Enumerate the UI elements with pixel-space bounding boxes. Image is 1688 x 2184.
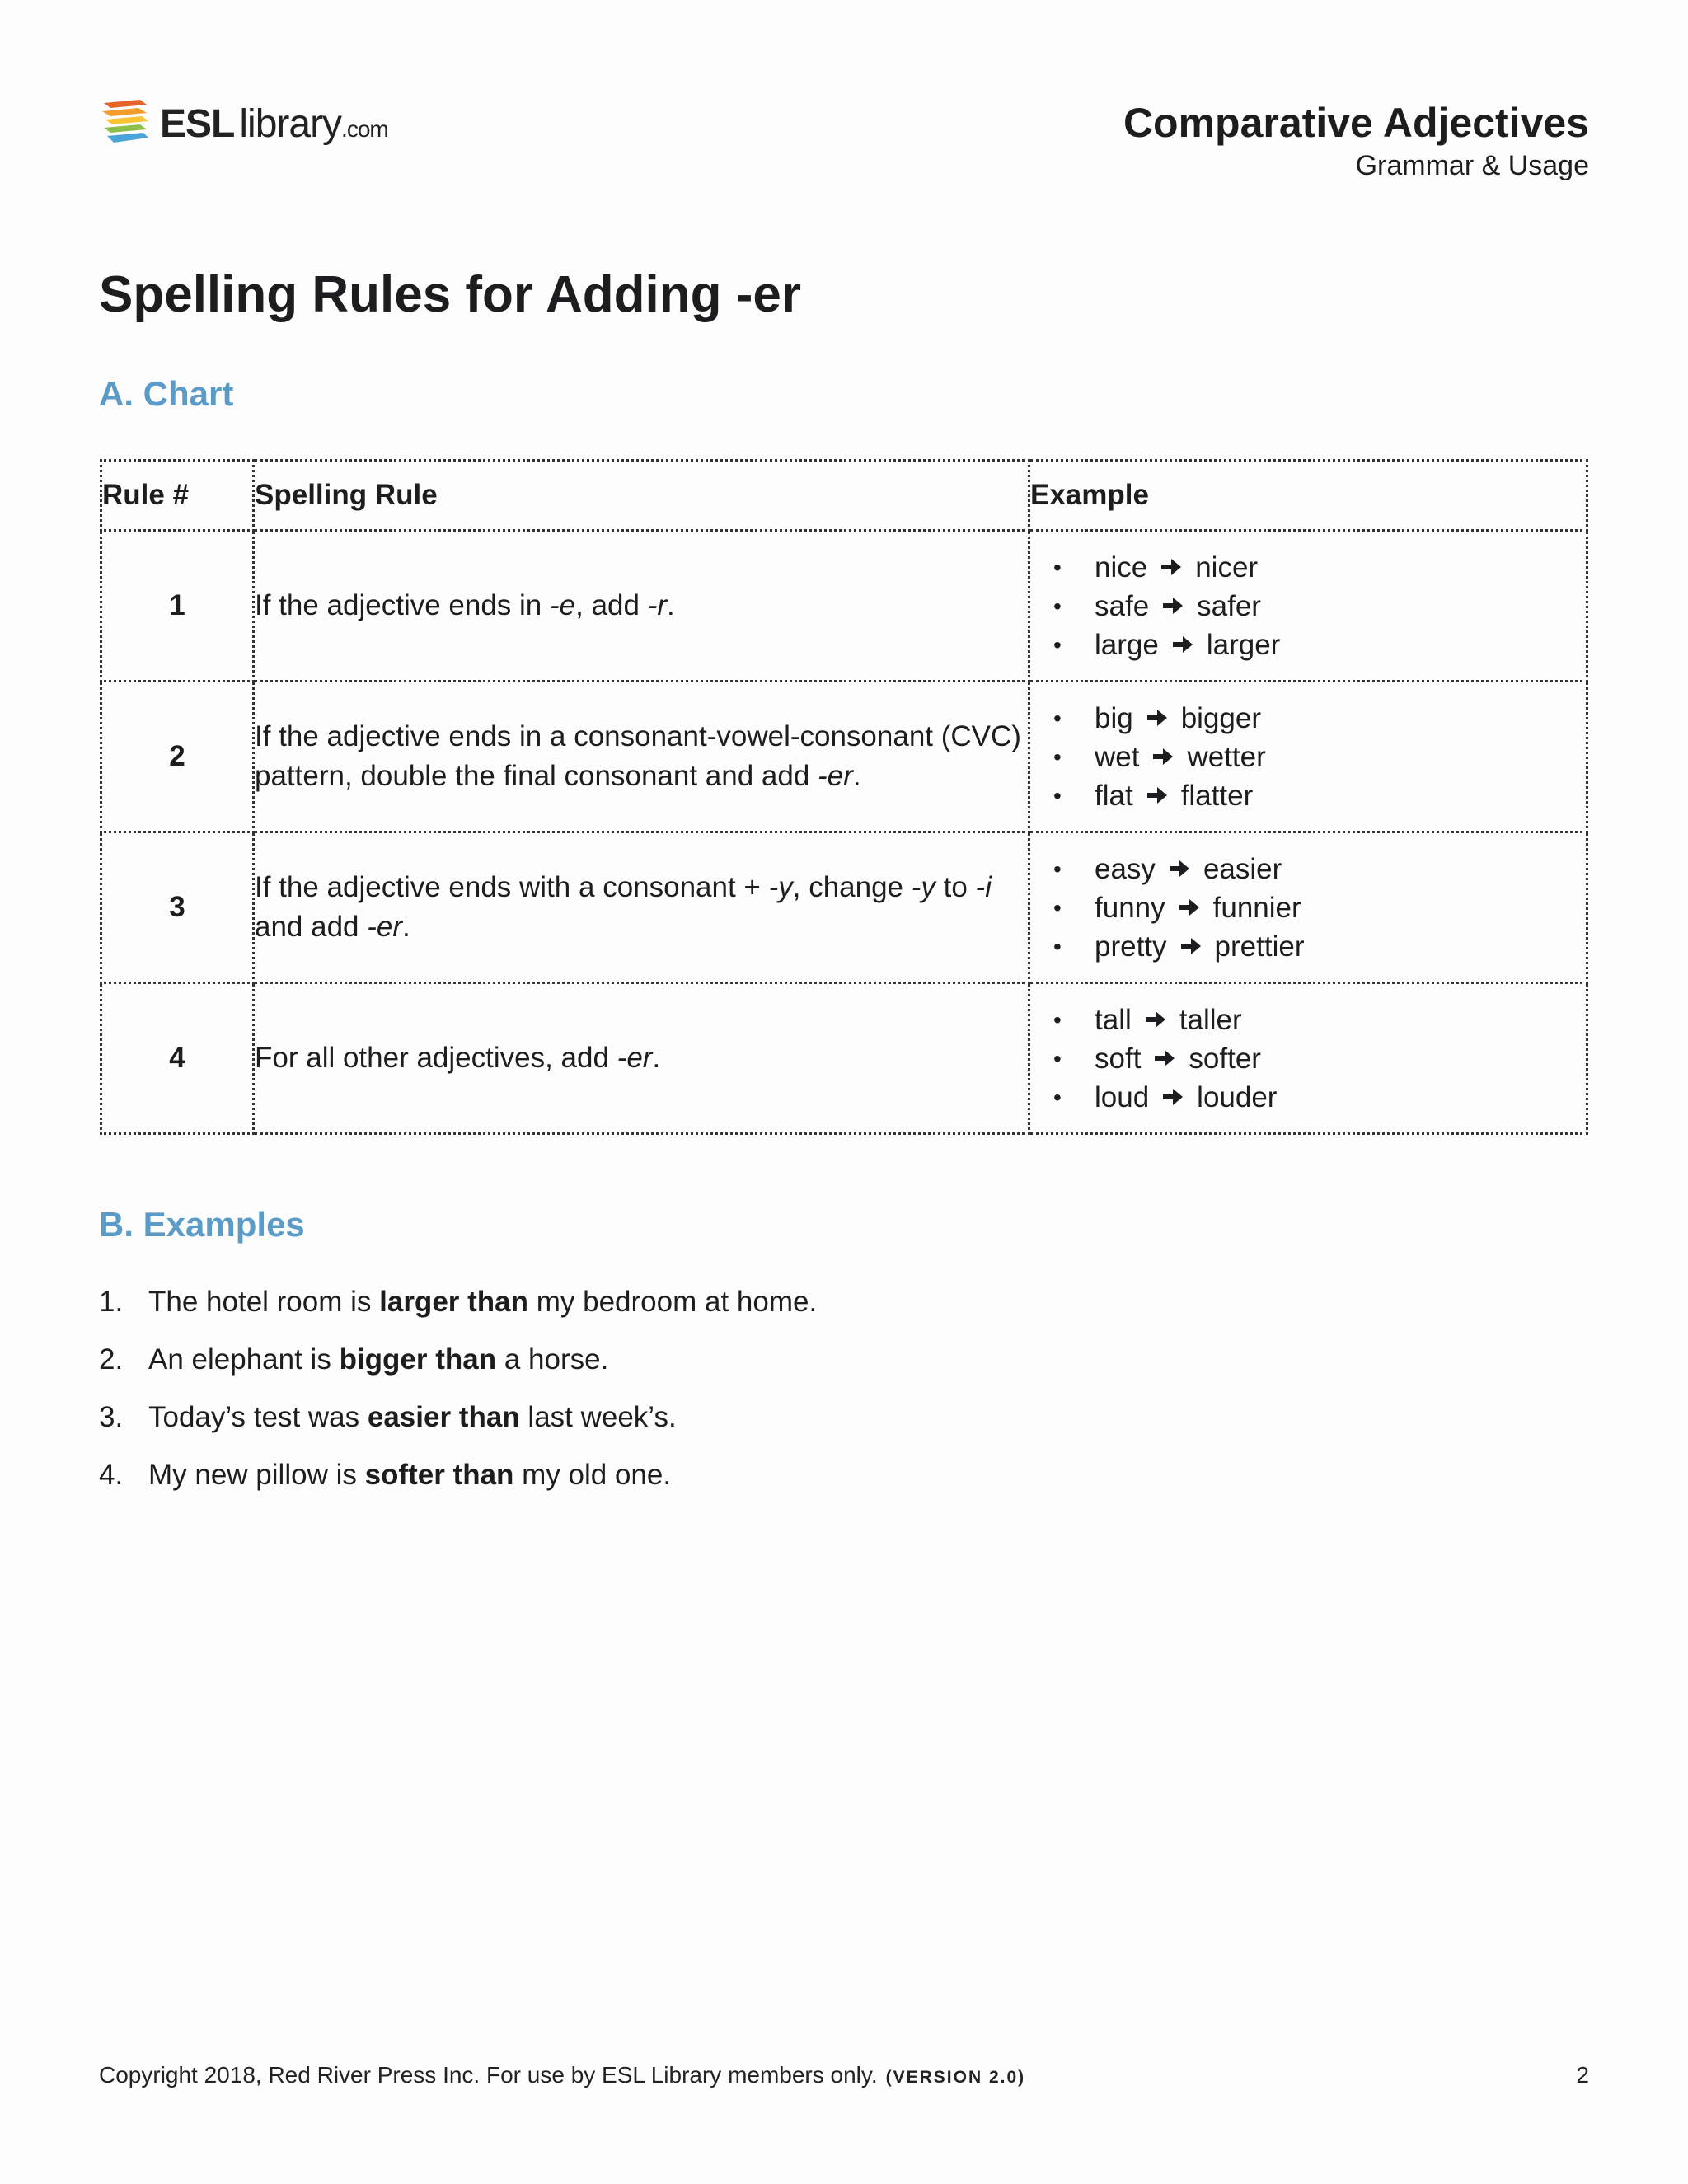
comparative-adjective: safer <box>1197 589 1261 622</box>
sentence-text <box>148 1343 608 1376</box>
base-adjective: large <box>1095 628 1159 661</box>
arrow-right-icon <box>1179 934 1203 958</box>
sentence-end: last week’s. <box>519 1401 677 1433</box>
sentence-start: Today’s test was <box>148 1401 368 1433</box>
bullet-icon: • <box>1053 894 1062 921</box>
base-adjective: wet <box>1095 740 1140 773</box>
comparative-adjective: taller <box>1179 1003 1242 1036</box>
rule-text-segment: . <box>402 911 410 943</box>
stacked-books-icon <box>99 98 152 149</box>
table-header-row <box>101 461 1587 531</box>
arrow-right-icon <box>1177 895 1202 920</box>
base-adjective: flat <box>1095 779 1133 812</box>
comparative-phrase: larger than <box>379 1286 529 1318</box>
example-item <box>1053 1078 1586 1117</box>
example-item <box>1053 699 1586 738</box>
sentence-end: my old one. <box>513 1459 672 1491</box>
example-cell <box>1029 832 1587 983</box>
table-row <box>101 832 1587 983</box>
bullet-icon: • <box>1053 554 1062 580</box>
rule-number-cell: 1 <box>101 531 254 682</box>
rule-text-segment: -e <box>550 589 576 621</box>
version-label: (VERSION 2.0) <box>885 2068 1026 2087</box>
footer-copyright <box>99 2062 1025 2088</box>
spelling-rule-text <box>255 586 1028 626</box>
base-adjective: tall <box>1095 1003 1132 1036</box>
rule-text-segment: -r <box>647 589 668 621</box>
section-a-heading: A. Chart <box>99 374 234 413</box>
example-sentence <box>99 1401 817 1459</box>
example-item <box>1053 1001 1586 1039</box>
example-item <box>1053 776 1586 815</box>
page-number: 2 <box>1576 2062 1589 2088</box>
bullet-icon: • <box>1053 1045 1062 1071</box>
sentence-text <box>148 1286 817 1319</box>
rule-text-segment: . <box>667 589 675 621</box>
spelling-rule-cell <box>254 983 1029 1134</box>
sentence-start: An elephant is <box>148 1343 340 1376</box>
rule-text-segment: -er <box>818 760 853 792</box>
column-header-rule-number: Rule # <box>101 461 254 531</box>
example-number: 2. <box>99 1343 124 1376</box>
example-item <box>1053 587 1586 626</box>
rule-text-segment: -y <box>768 871 793 903</box>
example-number: 3. <box>99 1401 124 1433</box>
base-adjective: nice <box>1095 551 1148 583</box>
comparative-phrase: bigger than <box>339 1343 497 1376</box>
example-cell <box>1029 983 1587 1134</box>
rule-text-segment: -er <box>617 1042 653 1074</box>
rule-text-segment: For all other adjectives, add <box>255 1042 617 1074</box>
rule-text-segment: If the adjective ends with a consonant + <box>255 871 769 903</box>
comparative-adjective: easier <box>1203 852 1282 885</box>
rule-text-segment: , add <box>575 589 648 621</box>
example-sentence <box>99 1343 817 1401</box>
bullet-icon: • <box>1053 1084 1062 1110</box>
rule-text-segment: to <box>935 871 976 903</box>
example-list <box>1030 699 1586 815</box>
spelling-rule-text <box>255 1038 1028 1078</box>
arrow-right-icon <box>1152 1046 1177 1071</box>
example-number: 4. <box>99 1459 124 1491</box>
base-adjective: pretty <box>1095 930 1167 963</box>
comparative-adjective: larger <box>1206 628 1281 661</box>
bullet-icon: • <box>1053 743 1062 770</box>
arrow-right-icon <box>1159 555 1184 579</box>
sentence-end: my bedroom at home. <box>528 1286 818 1318</box>
example-item <box>1053 1039 1586 1078</box>
comparative-adjective: louder <box>1197 1080 1278 1113</box>
table-row <box>101 983 1587 1134</box>
example-list <box>1030 1001 1586 1117</box>
table-row <box>101 531 1587 682</box>
rule-text-segment: , change <box>792 871 912 903</box>
example-list <box>1030 548 1586 664</box>
rule-text-segment: -er <box>367 911 403 943</box>
example-item <box>1053 626 1586 664</box>
spelling-rule-cell <box>254 531 1029 682</box>
page-title: Spelling Rules for Adding -er <box>99 266 801 323</box>
comparative-adjective: bigger <box>1180 701 1262 734</box>
rule-text-segment: If the adjective ends in a consonant-vowel-consonant (CVC) pattern, double the final consonant and add <box>255 720 1021 792</box>
example-list <box>1030 850 1586 966</box>
example-item <box>1053 850 1586 888</box>
comparative-phrase: easier than <box>367 1401 520 1433</box>
sentence-end: a horse. <box>496 1343 609 1376</box>
sentence-text <box>148 1459 671 1492</box>
arrow-right-icon <box>1160 1085 1185 1109</box>
spelling-rule-text <box>255 868 1028 947</box>
arrow-right-icon <box>1160 593 1185 618</box>
base-adjective: safe <box>1095 589 1150 622</box>
example-sentence <box>99 1459 817 1516</box>
column-header-spelling-rule: Spelling Rule <box>254 461 1029 531</box>
comparative-phrase: softer than <box>364 1459 514 1491</box>
bullet-icon: • <box>1053 593 1062 619</box>
example-item <box>1053 738 1586 776</box>
base-adjective: big <box>1095 701 1133 734</box>
bullet-icon: • <box>1053 705 1062 731</box>
document-subtitle: Grammar & Usage <box>1355 150 1589 181</box>
table-row <box>101 682 1587 832</box>
comparative-adjective: prettier <box>1214 930 1305 963</box>
example-cell <box>1029 682 1587 832</box>
rule-text-segment: . <box>652 1042 661 1074</box>
rule-text-segment: -i <box>975 871 992 903</box>
logo-wordmark: ESL library .com <box>160 101 388 146</box>
sentence-start: The hotel room is <box>148 1286 380 1318</box>
example-item <box>1053 888 1586 927</box>
sentence-start: My new pillow is <box>148 1459 365 1491</box>
comparative-adjective: funnier <box>1212 891 1301 924</box>
column-header-example: Example <box>1029 461 1587 531</box>
arrow-right-icon <box>1145 783 1170 808</box>
spelling-rule-text <box>255 717 1028 796</box>
base-adjective: soft <box>1095 1042 1142 1075</box>
esl-library-logo[interactable] <box>99 97 388 150</box>
rule-number-cell: 3 <box>101 832 254 983</box>
base-adjective: easy <box>1095 852 1156 885</box>
comparative-adjective: wetter <box>1187 740 1266 773</box>
rule-number-cell: 4 <box>101 983 254 1134</box>
bullet-icon: • <box>1053 1006 1062 1033</box>
arrow-right-icon <box>1143 1007 1168 1032</box>
base-adjective: funny <box>1095 891 1165 924</box>
comparative-adjective: flatter <box>1180 779 1254 812</box>
spelling-rule-cell <box>254 832 1029 983</box>
example-number: 1. <box>99 1286 124 1318</box>
rule-number-cell: 2 <box>101 682 254 832</box>
spelling-rules-table <box>100 459 1588 1135</box>
bullet-icon: • <box>1053 933 1062 959</box>
document-title: Comparative Adjectives <box>1123 100 1589 146</box>
comparative-adjective: softer <box>1189 1042 1261 1075</box>
arrow-right-icon <box>1151 744 1175 769</box>
rule-text-segment: and add <box>255 911 368 943</box>
comparative-adjective: nicer <box>1195 551 1259 583</box>
section-b-heading: B. Examples <box>99 1205 305 1244</box>
bullet-icon: • <box>1053 631 1062 658</box>
arrow-right-icon <box>1145 705 1170 730</box>
copyright-text: Copyright 2018, Red River Press Inc. For use by ESL Library members only. <box>99 2062 878 2088</box>
spelling-rule-cell <box>254 682 1029 832</box>
rule-text-segment: . <box>852 760 861 792</box>
rule-text-segment: -y <box>911 871 935 903</box>
sentence-text <box>148 1401 677 1434</box>
example-item <box>1053 548 1586 587</box>
rule-text-segment: If the adjective ends in <box>255 589 550 621</box>
bullet-icon: • <box>1053 782 1062 808</box>
arrow-right-icon <box>1170 632 1195 657</box>
example-item <box>1053 927 1586 966</box>
bullet-icon: • <box>1053 855 1062 882</box>
example-sentence <box>99 1286 817 1343</box>
arrow-right-icon <box>1167 856 1192 881</box>
example-cell <box>1029 531 1587 682</box>
examples-list <box>99 1286 817 1516</box>
base-adjective: loud <box>1095 1080 1150 1113</box>
